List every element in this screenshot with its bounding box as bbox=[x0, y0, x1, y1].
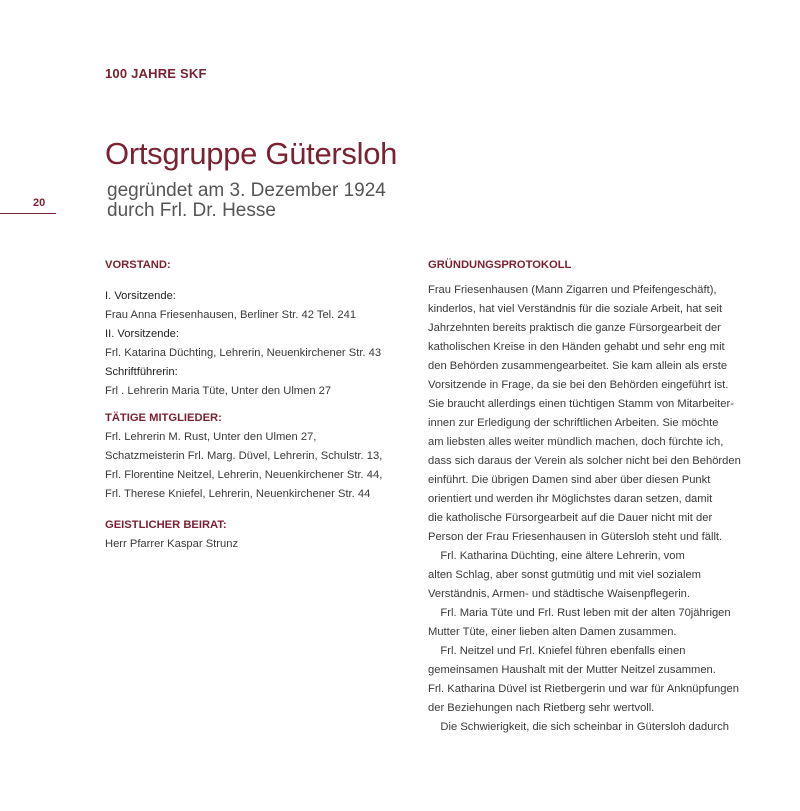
protokoll-line: kinderlos, hat viel Verständnis für die soziale Arbeit, hat seit bbox=[428, 303, 723, 315]
protokoll-line: Frl. Neitzel und Frl. Kniefel führen ebenfalls einen bbox=[428, 645, 686, 657]
subtitle-line: durch Frl. Dr. Hesse bbox=[107, 200, 276, 221]
protokoll-line: Mutter Tüte, einer lieben alten Damen zusammen. bbox=[428, 626, 677, 638]
vorstand-line: Schriftführerin: bbox=[105, 366, 178, 378]
protokoll-line: den Behörden zusammengearbeitet. Sie kam allein als erste bbox=[428, 360, 728, 372]
protokoll-line: katholischen Kreise in den Händen gehabt und sehr eng mit bbox=[428, 341, 725, 353]
protokoll-line: die katholische Fürsorgearbeit auf die Dauer nicht mit der bbox=[428, 512, 713, 524]
mitglieder-line: Frl. Florentine Neitzel, Lehrerin, Neuenkirchener Str. 44, bbox=[105, 469, 383, 481]
protokoll-line: Person der Frau Friesenhausen in Gütersloh steht und fällt. bbox=[428, 531, 723, 543]
protokoll-line: Die Schwierigkeit, die sich scheinbar in Gütersloh dadurch bbox=[428, 721, 729, 733]
protokoll-line: Verständnis, Armen- und städtische Waisenpflegerin. bbox=[428, 588, 691, 600]
protokoll-line: gemeinsamen Haushalt mit der Mutter Neitzel zusammen. bbox=[428, 664, 716, 676]
protokoll-line: dass sich daraus der Verein als solcher nicht bei den Behörden bbox=[428, 455, 741, 467]
protokoll-line: Vorsitzende in Frage, da sie bei den Behörden eingeführt ist. bbox=[428, 379, 729, 391]
protokoll-line: innen zur Erledigung der schriftlichen Arbeiten. Sie möchte bbox=[428, 417, 719, 429]
vorstand-line: Frl. Katarina Düchting, Lehrerin, Neuenkirchener Str. 43 bbox=[105, 347, 382, 359]
mitglieder-heading: TÄTIGE MITGLIEDER: bbox=[105, 412, 222, 424]
protokoll-line: Jahrzehnten bereits praktisch die ganze Fürsorgearbeit der bbox=[428, 322, 721, 334]
vorstand-heading: VORSTAND: bbox=[105, 259, 171, 271]
page-title: Ortsgruppe Gütersloh bbox=[105, 136, 398, 171]
protokoll-line: einführt. Die übrigen Damen sind aber über diesen Punkt bbox=[428, 474, 711, 486]
protokoll-line: alten Schlag, aber sonst gutmütig und mit viel sozialem bbox=[428, 569, 701, 581]
protokoll-body bbox=[428, 281, 758, 737]
running-header: 100 JAHRE SKF bbox=[105, 66, 207, 81]
vorstand-line: Frau Anna Friesenhausen, Berliner Str. 42 Tel. 241 bbox=[105, 309, 357, 321]
page-number-rule bbox=[0, 213, 56, 214]
protokoll-heading: GRÜNDUNGSPROTOKOLL bbox=[428, 259, 572, 271]
protokoll-line: Sie braucht allerdings einen tüchtigen Stamm von Mitarbeiter- bbox=[428, 398, 734, 410]
right-column bbox=[428, 256, 758, 737]
protokoll-line: orientiert und werden ihr Möglichstes daran setzen, damit bbox=[428, 493, 713, 505]
vorstand-line: I. Vorsitzende: bbox=[105, 290, 176, 302]
protokoll-line: am liebsten alles weiter mündlich machen, doch fürchte ich, bbox=[428, 436, 724, 448]
left-column bbox=[105, 256, 405, 554]
mitglieder-line: Frl. Lehrerin M. Rust, Unter den Ulmen 27, bbox=[105, 431, 317, 443]
beirat-line: Herr Pfarrer Kaspar Strunz bbox=[105, 538, 239, 550]
protokoll-line: Frau Friesenhausen (Mann Zigarren und Pfeifengeschäft), bbox=[428, 284, 717, 296]
mitglieder-line: Frl. Therese Kniefel, Lehrerin, Neuenkirchener Str. 44 bbox=[105, 488, 371, 500]
beirat-heading: GEISTLICHER BEIRAT: bbox=[105, 519, 227, 531]
protokoll-line: der Beziehungen nach Rietberg sehr wertvoll. bbox=[428, 702, 655, 714]
page-number: 20 bbox=[33, 197, 46, 209]
vorstand-line: II. Vorsitzende: bbox=[105, 328, 180, 340]
protokoll-line: Frl. Katharina Düchting, eine ältere Lehrerin, vom bbox=[428, 550, 685, 562]
page-subtitle bbox=[107, 181, 386, 221]
mitglieder-line: Schatzmeisterin Frl. Marg. Düvel, Lehrerin, Schulstr. 13, bbox=[105, 450, 383, 462]
vorstand-line: Frl . Lehrerin Maria Tüte, Unter den Ulmen 27 bbox=[105, 385, 332, 397]
protokoll-line: Frl. Katharina Düvel ist Rietbergerin und war für Anknüpfungen bbox=[428, 683, 739, 695]
protokoll-line: Frl. Maria Tüte und Frl. Rust leben mit der alten 70jährigen bbox=[428, 607, 731, 619]
subtitle-line: gegründet am 3. Dezember 1924 bbox=[107, 180, 386, 201]
